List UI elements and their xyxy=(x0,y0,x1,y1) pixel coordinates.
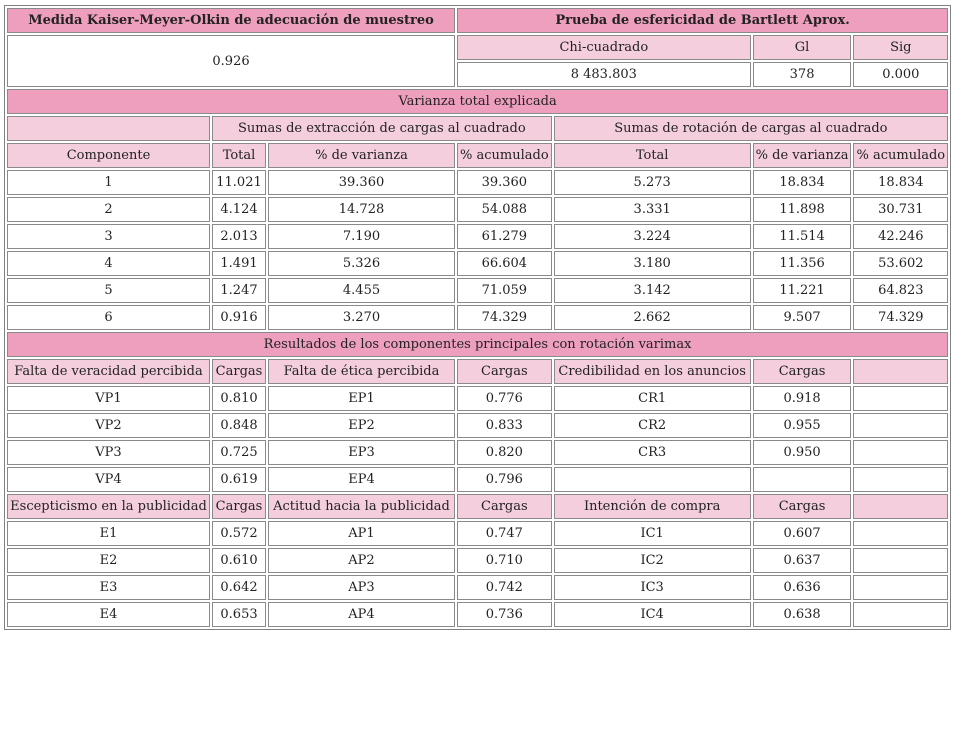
loadings-header: Cargas xyxy=(753,359,852,384)
table-cell: VP3 xyxy=(7,440,210,465)
table-row xyxy=(7,548,948,573)
empty-header-cell xyxy=(853,494,948,519)
table-cell: 30.731 xyxy=(853,197,948,222)
table-cell: 0.725 xyxy=(212,440,266,465)
bartlett-subheader-row xyxy=(7,35,948,60)
variance-title-row xyxy=(7,89,948,114)
table-cell: 2.013 xyxy=(212,224,266,249)
table-cell: 0.747 xyxy=(457,521,552,546)
table-cell: CR1 xyxy=(554,386,751,411)
varimax-header-row xyxy=(7,494,948,519)
table-cell: 1 xyxy=(7,170,210,195)
table-cell: 53.602 xyxy=(853,251,948,276)
table-cell: 74.329 xyxy=(853,305,948,330)
empty-cell xyxy=(853,602,948,627)
table-cell: 7.190 xyxy=(268,224,455,249)
table-cell: 2 xyxy=(7,197,210,222)
table-cell: 3 xyxy=(7,224,210,249)
table-cell: 0.610 xyxy=(212,548,266,573)
table-cell: 3.142 xyxy=(554,278,751,303)
table-row xyxy=(7,170,948,195)
variance-title: Varianza total explicada xyxy=(7,89,948,114)
factor-header: Escepticismo en la publicidad xyxy=(7,494,210,519)
table-cell: IC1 xyxy=(554,521,751,546)
table-cell: 0.710 xyxy=(457,548,552,573)
empty-cell xyxy=(853,413,948,438)
factor-header: Credibilidad en los anuncios xyxy=(554,359,751,384)
variance-group-blank xyxy=(7,116,210,141)
table-cell: 61.279 xyxy=(457,224,552,249)
loadings-header: Cargas xyxy=(753,494,852,519)
table-cell: 14.728 xyxy=(268,197,455,222)
table-cell: 71.059 xyxy=(457,278,552,303)
table-cell: VP4 xyxy=(7,467,210,492)
table-row xyxy=(7,305,948,330)
factor-header: Falta de ética percibida xyxy=(268,359,455,384)
table-cell: 11.898 xyxy=(753,197,852,222)
table-cell: 0.619 xyxy=(212,467,266,492)
table-cell: 5.326 xyxy=(268,251,455,276)
table-row xyxy=(7,575,948,600)
table-cell: 0.638 xyxy=(753,602,852,627)
table-cell: VP1 xyxy=(7,386,210,411)
loadings-header: Cargas xyxy=(212,359,266,384)
sig-value: 0.000 xyxy=(853,62,948,87)
kmo-value: 0.926 xyxy=(7,35,455,87)
table-cell: EP4 xyxy=(268,467,455,492)
column-header: Total xyxy=(212,143,266,168)
table-cell: AP4 xyxy=(268,602,455,627)
table-row xyxy=(7,197,948,222)
table-cell: IC3 xyxy=(554,575,751,600)
gl-value: 378 xyxy=(753,62,852,87)
table-row xyxy=(7,602,948,627)
statistics-table xyxy=(4,5,951,630)
table-cell: 0.955 xyxy=(753,413,852,438)
empty-header-cell xyxy=(853,359,948,384)
factor-header: Actitud hacia la publicidad xyxy=(268,494,455,519)
varimax-title-row xyxy=(7,332,948,357)
table-cell: E2 xyxy=(7,548,210,573)
table-cell: E4 xyxy=(7,602,210,627)
table-row xyxy=(7,386,948,411)
table-cell: 54.088 xyxy=(457,197,552,222)
empty-cell xyxy=(853,548,948,573)
table-cell: 0.736 xyxy=(457,602,552,627)
table-cell: 5.273 xyxy=(554,170,751,195)
column-header: % de varianza xyxy=(753,143,852,168)
loadings-header: Cargas xyxy=(212,494,266,519)
empty-cell xyxy=(853,386,948,411)
chi-square-header: Chi-cuadrado xyxy=(457,35,751,60)
table-cell: 5 xyxy=(7,278,210,303)
table-cell: 3.331 xyxy=(554,197,751,222)
table-cell: EP3 xyxy=(268,440,455,465)
table-cell: 3.224 xyxy=(554,224,751,249)
table-cell: 0.637 xyxy=(753,548,852,573)
table-cell: 0.742 xyxy=(457,575,552,600)
table-row xyxy=(7,251,948,276)
bartlett-label: Prueba de esfericidad de Bartlett Aprox. xyxy=(457,8,948,33)
table-cell: 64.823 xyxy=(853,278,948,303)
variance-group-row xyxy=(7,116,948,141)
empty-cell xyxy=(853,467,948,492)
table-cell: VP2 xyxy=(7,413,210,438)
column-header: Componente xyxy=(7,143,210,168)
table-cell: 42.246 xyxy=(853,224,948,249)
table-row xyxy=(7,521,948,546)
table-cell: 66.604 xyxy=(457,251,552,276)
loadings-header: Cargas xyxy=(457,494,552,519)
empty-cell xyxy=(853,440,948,465)
column-header: Total xyxy=(554,143,751,168)
table-cell: 4.124 xyxy=(212,197,266,222)
table-cell: 0.776 xyxy=(457,386,552,411)
table-cell: 0.918 xyxy=(753,386,852,411)
table-cell: IC4 xyxy=(554,602,751,627)
table-cell: 18.834 xyxy=(753,170,852,195)
sig-header: Sig xyxy=(853,35,948,60)
table-cell: 6 xyxy=(7,305,210,330)
table-cell: 0.848 xyxy=(212,413,266,438)
table-cell: 0.642 xyxy=(212,575,266,600)
varimax-title: Resultados de los componentes principales con rotación varimax xyxy=(7,332,948,357)
kmo-label: Medida Kaiser-Meyer-Olkin de adecuación de muestreo xyxy=(7,8,455,33)
table-row xyxy=(7,440,948,465)
table-cell: 39.360 xyxy=(457,170,552,195)
column-header: % acumulado xyxy=(853,143,948,168)
table-cell: 11.514 xyxy=(753,224,852,249)
table-row xyxy=(7,278,948,303)
table-cell: 0.810 xyxy=(212,386,266,411)
factor-header: Falta de veracidad percibida xyxy=(7,359,210,384)
table-cell: 18.834 xyxy=(853,170,948,195)
table-cell: 1.247 xyxy=(212,278,266,303)
table-cell: 0.636 xyxy=(753,575,852,600)
table-row xyxy=(7,467,948,492)
table-cell: 0.607 xyxy=(753,521,852,546)
table-cell xyxy=(753,467,852,492)
table-cell: 3.270 xyxy=(268,305,455,330)
empty-cell xyxy=(853,575,948,600)
table-cell: 9.507 xyxy=(753,305,852,330)
table-row xyxy=(7,413,948,438)
factor-header: Intención de compra xyxy=(554,494,751,519)
table-cell: 1.491 xyxy=(212,251,266,276)
table-cell: 3.180 xyxy=(554,251,751,276)
table-cell: E3 xyxy=(7,575,210,600)
gl-header: Gl xyxy=(753,35,852,60)
table-cell: IC2 xyxy=(554,548,751,573)
table-cell: 0.950 xyxy=(753,440,852,465)
table-cell: 4.455 xyxy=(268,278,455,303)
table-cell: AP3 xyxy=(268,575,455,600)
table-row xyxy=(7,224,948,249)
empty-cell xyxy=(853,521,948,546)
table-cell: EP2 xyxy=(268,413,455,438)
extraction-group-header: Sumas de extracción de cargas al cuadrado xyxy=(212,116,552,141)
column-header: % de varianza xyxy=(268,143,455,168)
varimax-header-row xyxy=(7,359,948,384)
table-cell: 11.356 xyxy=(753,251,852,276)
table-cell: 2.662 xyxy=(554,305,751,330)
table-cell: CR2 xyxy=(554,413,751,438)
rotation-group-header: Sumas de rotación de cargas al cuadrado xyxy=(554,116,948,141)
table-cell: CR3 xyxy=(554,440,751,465)
table-cell: 4 xyxy=(7,251,210,276)
table-cell: 0.572 xyxy=(212,521,266,546)
table-cell: EP1 xyxy=(268,386,455,411)
table-cell: 11.021 xyxy=(212,170,266,195)
table-cell xyxy=(554,467,751,492)
table-cell: 0.820 xyxy=(457,440,552,465)
kmo-bartlett-header-row xyxy=(7,8,948,33)
table-cell: 74.329 xyxy=(457,305,552,330)
table-cell: 11.221 xyxy=(753,278,852,303)
table-cell: 39.360 xyxy=(268,170,455,195)
chi-square-value: 8 483.803 xyxy=(457,62,751,87)
variance-columns-row xyxy=(7,143,948,168)
loadings-header: Cargas xyxy=(457,359,552,384)
table-cell: 0.653 xyxy=(212,602,266,627)
table-cell: AP1 xyxy=(268,521,455,546)
table-cell: 0.916 xyxy=(212,305,266,330)
table-cell: 0.833 xyxy=(457,413,552,438)
column-header: % acumulado xyxy=(457,143,552,168)
table-cell: E1 xyxy=(7,521,210,546)
table-cell: 0.796 xyxy=(457,467,552,492)
table-cell: AP2 xyxy=(268,548,455,573)
